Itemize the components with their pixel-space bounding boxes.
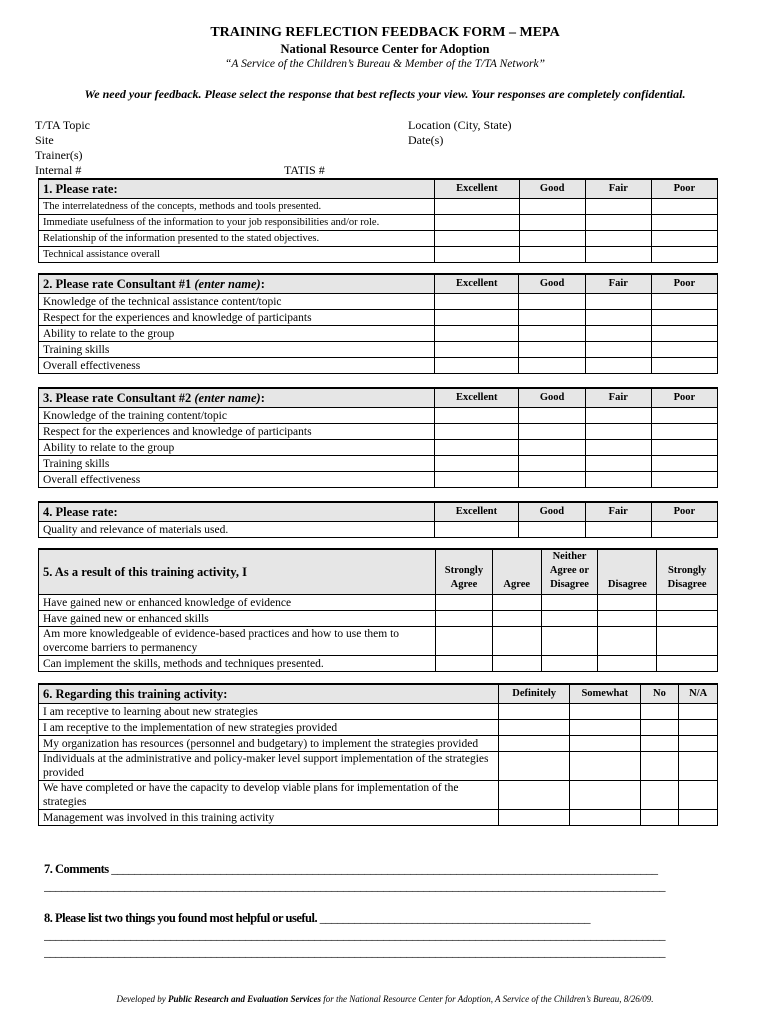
- question-label: Ability to relate to the group: [39, 326, 435, 342]
- table-row: [39, 595, 718, 611]
- rating-cell[interactable]: [651, 342, 717, 358]
- rating-cell[interactable]: [651, 472, 717, 488]
- table-row: [39, 736, 718, 752]
- table-row: [39, 342, 718, 358]
- rating-cell[interactable]: [519, 472, 585, 488]
- comments-block: [44, 861, 720, 895]
- rating-cell[interactable]: [541, 656, 598, 672]
- rating-cell[interactable]: [651, 231, 717, 247]
- tta-topic-label: T/TA Topic: [35, 118, 90, 132]
- rating-cell[interactable]: [435, 456, 519, 472]
- rating-cell[interactable]: [434, 522, 518, 538]
- rating-cell[interactable]: [492, 595, 541, 611]
- rating-cell[interactable]: [585, 294, 651, 310]
- question-label: Knowledge of the technical assistance content/topic: [39, 294, 435, 310]
- col-strongly-disagree: Strongly Disagree: [657, 549, 718, 595]
- table-row: [39, 215, 718, 231]
- helpful-label: 8. Please list two things you found most helpful or useful.: [44, 911, 320, 925]
- col-excellent: Excellent: [435, 274, 519, 294]
- question-label: Individuals at the administrative and policy-maker level support implementation of the strategies provided: [39, 752, 499, 781]
- helpful-line-3[interactable]: ____________________________________________________________________________________________________________: [44, 945, 665, 959]
- rating-cell[interactable]: [519, 440, 585, 456]
- question-label: My organization has resources (personnel and budgetary) to implement the strategies provided: [39, 736, 499, 752]
- table-row: [39, 720, 718, 736]
- rating-cell[interactable]: [585, 342, 651, 358]
- rating-cell[interactable]: [492, 611, 541, 627]
- question-label: Quality and relevance of materials used.: [39, 522, 435, 538]
- rating-cell[interactable]: [657, 595, 718, 611]
- table-row: [39, 456, 718, 472]
- question-label: The interrelatedness of the concepts, methods and tools presented.: [39, 199, 435, 215]
- rating-cell[interactable]: [499, 810, 570, 826]
- section-1-title: 1. Please rate:: [39, 179, 435, 199]
- col-fair: Fair: [585, 274, 651, 294]
- rating-cell[interactable]: [598, 627, 657, 656]
- rating-cell[interactable]: [640, 704, 679, 720]
- table-row: [39, 424, 718, 440]
- col-good: Good: [519, 274, 585, 294]
- section-2-table: [38, 273, 718, 374]
- rating-cell[interactable]: [651, 358, 717, 374]
- question-label: Respect for the experiences and knowledge of participants: [39, 310, 435, 326]
- table-row: [39, 326, 718, 342]
- rating-cell[interactable]: [657, 656, 718, 672]
- table-row: [39, 472, 718, 488]
- meta-left: [35, 118, 90, 178]
- rating-cell[interactable]: [585, 440, 651, 456]
- col-excellent: Excellent: [435, 179, 519, 199]
- question-label: Can implement the skills, methods and techniques presented.: [39, 656, 436, 672]
- col-no: No: [640, 684, 679, 704]
- rating-cell[interactable]: [569, 720, 640, 736]
- rating-cell[interactable]: [519, 408, 585, 424]
- section-3-title-end: :: [260, 391, 265, 405]
- helpful-line-1[interactable]: 8. Please list two things you found most helpful or useful. _______________________________________________: [44, 911, 590, 925]
- section-3-header: [39, 388, 718, 408]
- rating-cell[interactable]: [585, 472, 651, 488]
- rating-cell[interactable]: [499, 704, 570, 720]
- rating-cell[interactable]: [679, 781, 718, 810]
- rating-cell[interactable]: [679, 720, 718, 736]
- question-label: I am receptive to learning about new strategies: [39, 704, 499, 720]
- col-poor: Poor: [651, 502, 717, 522]
- rating-cell[interactable]: [651, 294, 717, 310]
- question-label: Ability to relate to the group: [39, 440, 435, 456]
- location-label: Location (City, State): [408, 118, 512, 132]
- table-row: [39, 704, 718, 720]
- rating-cell[interactable]: [435, 247, 519, 263]
- rating-cell[interactable]: [640, 720, 679, 736]
- helpful-line-2[interactable]: ____________________________________________________________________________________________________________: [44, 928, 665, 942]
- rating-cell[interactable]: [519, 294, 585, 310]
- col-agree: Agree: [492, 549, 541, 595]
- table-row: [39, 247, 718, 263]
- rating-cell[interactable]: [640, 752, 679, 781]
- question-label: Management was involved in this training activity: [39, 810, 499, 826]
- col-poor: Poor: [651, 274, 717, 294]
- rating-cell[interactable]: [585, 231, 651, 247]
- rating-cell[interactable]: [640, 781, 679, 810]
- col-strongly-agree: Strongly Agree: [436, 549, 493, 595]
- section-2-title-text: 2. Please rate Consultant #1: [43, 277, 195, 291]
- section-6-header: [39, 684, 718, 704]
- rating-cell[interactable]: [436, 611, 493, 627]
- rating-cell[interactable]: [492, 656, 541, 672]
- rating-cell[interactable]: [435, 440, 519, 456]
- rating-cell[interactable]: [569, 736, 640, 752]
- rating-cell[interactable]: [585, 247, 651, 263]
- section-4-header: [39, 502, 718, 522]
- rating-cell[interactable]: [519, 342, 585, 358]
- question-label: Overall effectiveness: [39, 472, 435, 488]
- question-label: Training skills: [39, 456, 435, 472]
- table-row: [39, 310, 718, 326]
- rating-cell[interactable]: [657, 611, 718, 627]
- rating-cell[interactable]: [569, 704, 640, 720]
- rating-cell[interactable]: [435, 199, 519, 215]
- form-instructions: We need your feedback. Please select the response that best reflects your view. Your responses are completely confidential.: [84, 87, 686, 101]
- rating-cell[interactable]: [435, 408, 519, 424]
- rating-cell[interactable]: [435, 215, 519, 231]
- comments-line-1[interactable]: 7. Comments _______________________________________________________________________________________________: [44, 862, 658, 876]
- rating-cell[interactable]: [519, 424, 585, 440]
- form-title: TRAINING REFLECTION FEEDBACK FORM – MEPA: [210, 25, 560, 40]
- rating-cell[interactable]: [585, 310, 651, 326]
- rating-cell[interactable]: [651, 424, 717, 440]
- table-row: [39, 611, 718, 627]
- rating-cell[interactable]: [435, 326, 519, 342]
- question-label: Have gained new or enhanced knowledge of evidence: [39, 595, 436, 611]
- col-fair: Fair: [585, 502, 651, 522]
- rating-cell[interactable]: [585, 522, 651, 538]
- col-excellent: Excellent: [435, 388, 519, 408]
- rating-cell[interactable]: [651, 522, 717, 538]
- section-2-title: [39, 274, 435, 294]
- footer: [0, 994, 770, 1004]
- rating-cell[interactable]: [598, 611, 657, 627]
- rating-cell[interactable]: [585, 456, 651, 472]
- table-row: [39, 752, 718, 781]
- rating-cell[interactable]: [519, 456, 585, 472]
- rating-cell[interactable]: [519, 358, 585, 374]
- question-label: We have completed or have the capacity to develop viable plans for implementation of the strategies: [39, 781, 499, 810]
- col-good: Good: [519, 502, 585, 522]
- rating-cell[interactable]: [436, 656, 493, 672]
- rating-cell[interactable]: [435, 294, 519, 310]
- question-label: Have gained new or enhanced skills: [39, 611, 436, 627]
- question-label: Relationship of the information presented to the stated objectives.: [39, 231, 435, 247]
- site-label: Site: [35, 133, 54, 147]
- rating-cell[interactable]: [499, 736, 570, 752]
- form-subtitle: National Resource Center for Adoption: [280, 42, 490, 56]
- col-fair: Fair: [585, 388, 651, 408]
- section-4-title: 4. Please rate:: [39, 502, 435, 522]
- rating-cell[interactable]: [519, 231, 585, 247]
- table-row: [39, 358, 718, 374]
- rating-cell[interactable]: [640, 810, 679, 826]
- footer-prefix: Developed by: [116, 994, 168, 1004]
- rating-cell[interactable]: [492, 627, 541, 656]
- rating-cell[interactable]: [651, 440, 717, 456]
- rating-cell[interactable]: [585, 358, 651, 374]
- section-3-title-placeholder: (enter name): [194, 391, 261, 405]
- rating-cell[interactable]: [651, 310, 717, 326]
- col-definitely: Definitely: [499, 684, 570, 704]
- rating-cell[interactable]: [519, 199, 585, 215]
- rating-cell[interactable]: [569, 752, 640, 781]
- section-2-title-placeholder: (enter name): [194, 277, 261, 291]
- col-somewhat: Somewhat: [569, 684, 640, 704]
- question-label: Am more knowledgeable of evidence-based practices and how to use them to overcome barriers to permanency: [39, 627, 436, 656]
- table-row: [39, 656, 718, 672]
- section-6-title: 6. Regarding this training activity:: [39, 684, 499, 704]
- table-row: [39, 781, 718, 810]
- col-neither: Neither Agree or Disagree: [541, 549, 598, 595]
- rating-cell[interactable]: [541, 611, 598, 627]
- question-label: Immediate usefulness of the information to your job responsibilities and/or role.: [39, 215, 435, 231]
- rating-cell[interactable]: [651, 199, 717, 215]
- rating-cell[interactable]: [519, 310, 585, 326]
- rating-cell[interactable]: [499, 752, 570, 781]
- rating-cell[interactable]: [651, 408, 717, 424]
- table-row: [39, 627, 718, 656]
- table-row: [39, 440, 718, 456]
- rating-cell[interactable]: [651, 247, 717, 263]
- internal-label: Internal #: [35, 163, 82, 177]
- rating-cell[interactable]: [651, 456, 717, 472]
- question-label: I am receptive to the implementation of new strategies provided: [39, 720, 499, 736]
- rating-cell[interactable]: [651, 215, 717, 231]
- tatis-label: TATIS #: [284, 163, 325, 177]
- comments-line-2[interactable]: ____________________________________________________________________________________________________________: [44, 879, 665, 893]
- section-5-title: 5. As a result of this training activity, I: [39, 549, 436, 595]
- rating-cell[interactable]: [569, 781, 640, 810]
- question-label: Overall effectiveness: [39, 358, 435, 374]
- rating-cell[interactable]: [679, 736, 718, 752]
- form-tagline: “A Service of the Children’s Bureau & Member of the T/TA Network”: [225, 58, 545, 70]
- section-4-table: [38, 501, 718, 538]
- col-excellent: Excellent: [434, 502, 518, 522]
- rating-cell[interactable]: [679, 752, 718, 781]
- col-poor: Poor: [651, 388, 717, 408]
- table-row: [39, 522, 718, 538]
- rating-cell[interactable]: [519, 522, 585, 538]
- footer-suffix: for the National Resource Center for Adoption, A Service of the Children’s Bureau, 8/26/09.: [320, 994, 654, 1004]
- question-label: Training skills: [39, 342, 435, 358]
- col-good: Good: [519, 388, 585, 408]
- rating-cell[interactable]: [436, 595, 493, 611]
- rating-cell[interactable]: [585, 408, 651, 424]
- rating-cell[interactable]: [435, 424, 519, 440]
- rating-cell[interactable]: [651, 326, 717, 342]
- col-na: N/A: [679, 684, 718, 704]
- rating-cell[interactable]: [435, 358, 519, 374]
- question-label: Technical assistance overall: [39, 247, 435, 263]
- comments-label: 7. Comments: [44, 862, 112, 876]
- rating-cell[interactable]: [657, 627, 718, 656]
- section-5-table: [38, 548, 718, 672]
- rating-cell[interactable]: [598, 656, 657, 672]
- meta-right: [408, 118, 512, 148]
- rating-cell[interactable]: [436, 627, 493, 656]
- section-1-header: [39, 179, 718, 199]
- section-5-header: [39, 549, 718, 595]
- section-3-title: [39, 388, 435, 408]
- rating-cell[interactable]: [598, 595, 657, 611]
- table-row: [39, 199, 718, 215]
- section-2-title-end: :: [260, 277, 265, 291]
- rating-cell[interactable]: [585, 199, 651, 215]
- rating-cell[interactable]: [499, 781, 570, 810]
- rating-cell[interactable]: [435, 342, 519, 358]
- rating-cell[interactable]: [679, 810, 718, 826]
- section-6-table: [38, 683, 718, 826]
- rating-cell[interactable]: [585, 424, 651, 440]
- rating-cell[interactable]: [679, 704, 718, 720]
- section-1-table: [38, 178, 718, 263]
- table-row: [39, 294, 718, 310]
- table-row: [39, 408, 718, 424]
- section-3-title-text: 3. Please rate Consultant #2: [43, 391, 195, 405]
- col-good: Good: [519, 179, 585, 199]
- rating-cell[interactable]: [519, 326, 585, 342]
- rating-cell[interactable]: [519, 215, 585, 231]
- col-disagree: Disagree: [598, 549, 657, 595]
- rating-cell[interactable]: [519, 247, 585, 263]
- rating-cell[interactable]: [640, 736, 679, 752]
- rating-cell[interactable]: [499, 720, 570, 736]
- question-label: Respect for the experiences and knowledge of participants: [39, 424, 435, 440]
- question-label: Knowledge of the training content/topic: [39, 408, 435, 424]
- section-2-header: [39, 274, 718, 294]
- rating-cell[interactable]: [541, 595, 598, 611]
- footer-org: Public Research and Evaluation Services: [167, 994, 321, 1004]
- rating-cell[interactable]: [435, 231, 519, 247]
- rating-cell[interactable]: [585, 326, 651, 342]
- col-fair: Fair: [585, 179, 651, 199]
- rating-cell[interactable]: [435, 310, 519, 326]
- table-row: [39, 810, 718, 826]
- rating-cell[interactable]: [569, 810, 640, 826]
- rating-cell[interactable]: [585, 215, 651, 231]
- rating-cell[interactable]: [435, 472, 519, 488]
- trainers-label: Trainer(s): [35, 148, 83, 162]
- dates-label: Date(s): [408, 133, 444, 147]
- helpful-block: [44, 910, 724, 961]
- col-poor: Poor: [651, 179, 717, 199]
- section-3-table: [38, 387, 718, 488]
- rating-cell[interactable]: [541, 627, 598, 656]
- table-row: [39, 231, 718, 247]
